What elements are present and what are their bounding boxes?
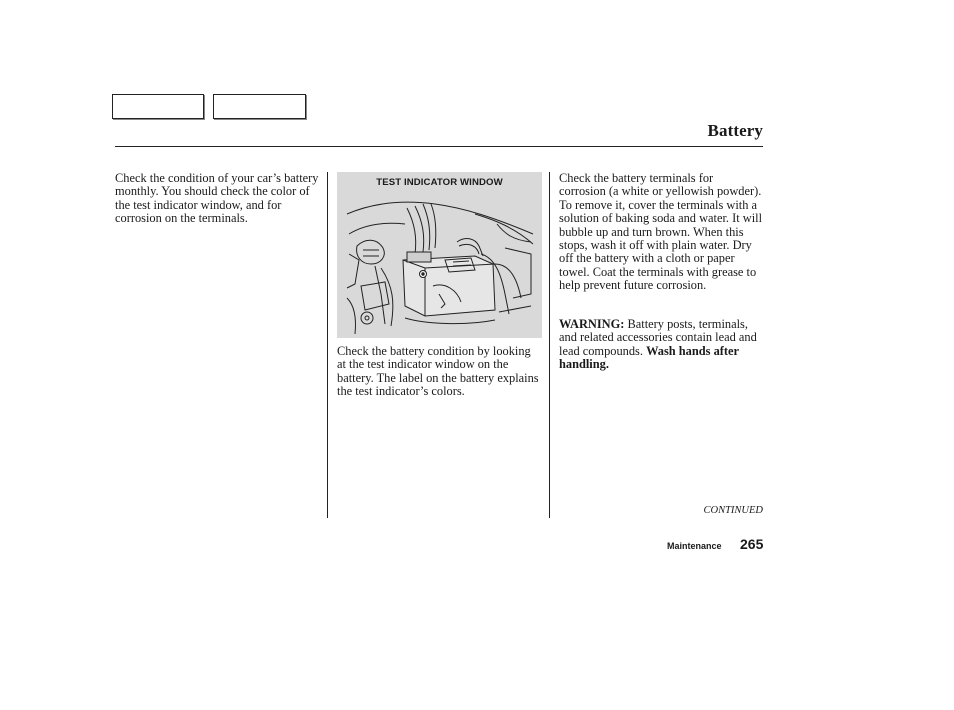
warning-paragraph <box>559 318 763 372</box>
nav-tab-box-2[interactable] <box>213 94 306 119</box>
left-column-text: Check the condition of your car’s battery monthly. You should check the color of the test indicator window, and for corrosion on the terminals. <box>115 171 319 226</box>
header-rule <box>115 146 763 147</box>
warning-bold-text: Wash hands after handling. <box>559 343 739 372</box>
nav-tab-box-1[interactable] <box>112 94 204 119</box>
battery-drawing <box>345 194 535 336</box>
page-title: Battery <box>707 121 763 140</box>
right-column-text: Check the battery terminals for corrosion (a white or yellowish powder). To remove it, cover the terminals with a solution of baking soda and water. It will bubble up and turn brown. When this stops, wash it off with plain water. Dry off the battery with a cloth or paper towel. Coat the terminals with grease to help prevent future corrosion. <box>559 171 763 293</box>
warning-text: Battery posts, terminals, and related accessories contain lead and lead compounds. <box>559 317 757 358</box>
footer-section-name: Maintenance <box>667 541 722 551</box>
column-divider-1 <box>327 172 328 518</box>
figure-caption: TEST INDICATOR WINDOW <box>376 177 503 188</box>
page-number: 265 <box>740 536 764 552</box>
column-divider-2 <box>549 172 550 518</box>
middle-column-text: Check the battery condition by looking at the test indicator window on the battery. The label on the battery explains the test indicator’s colors. <box>337 344 539 399</box>
continued-label: CONTINUED <box>703 505 763 516</box>
battery-illustration <box>337 172 542 338</box>
warning-label: WARNING: <box>559 317 625 331</box>
